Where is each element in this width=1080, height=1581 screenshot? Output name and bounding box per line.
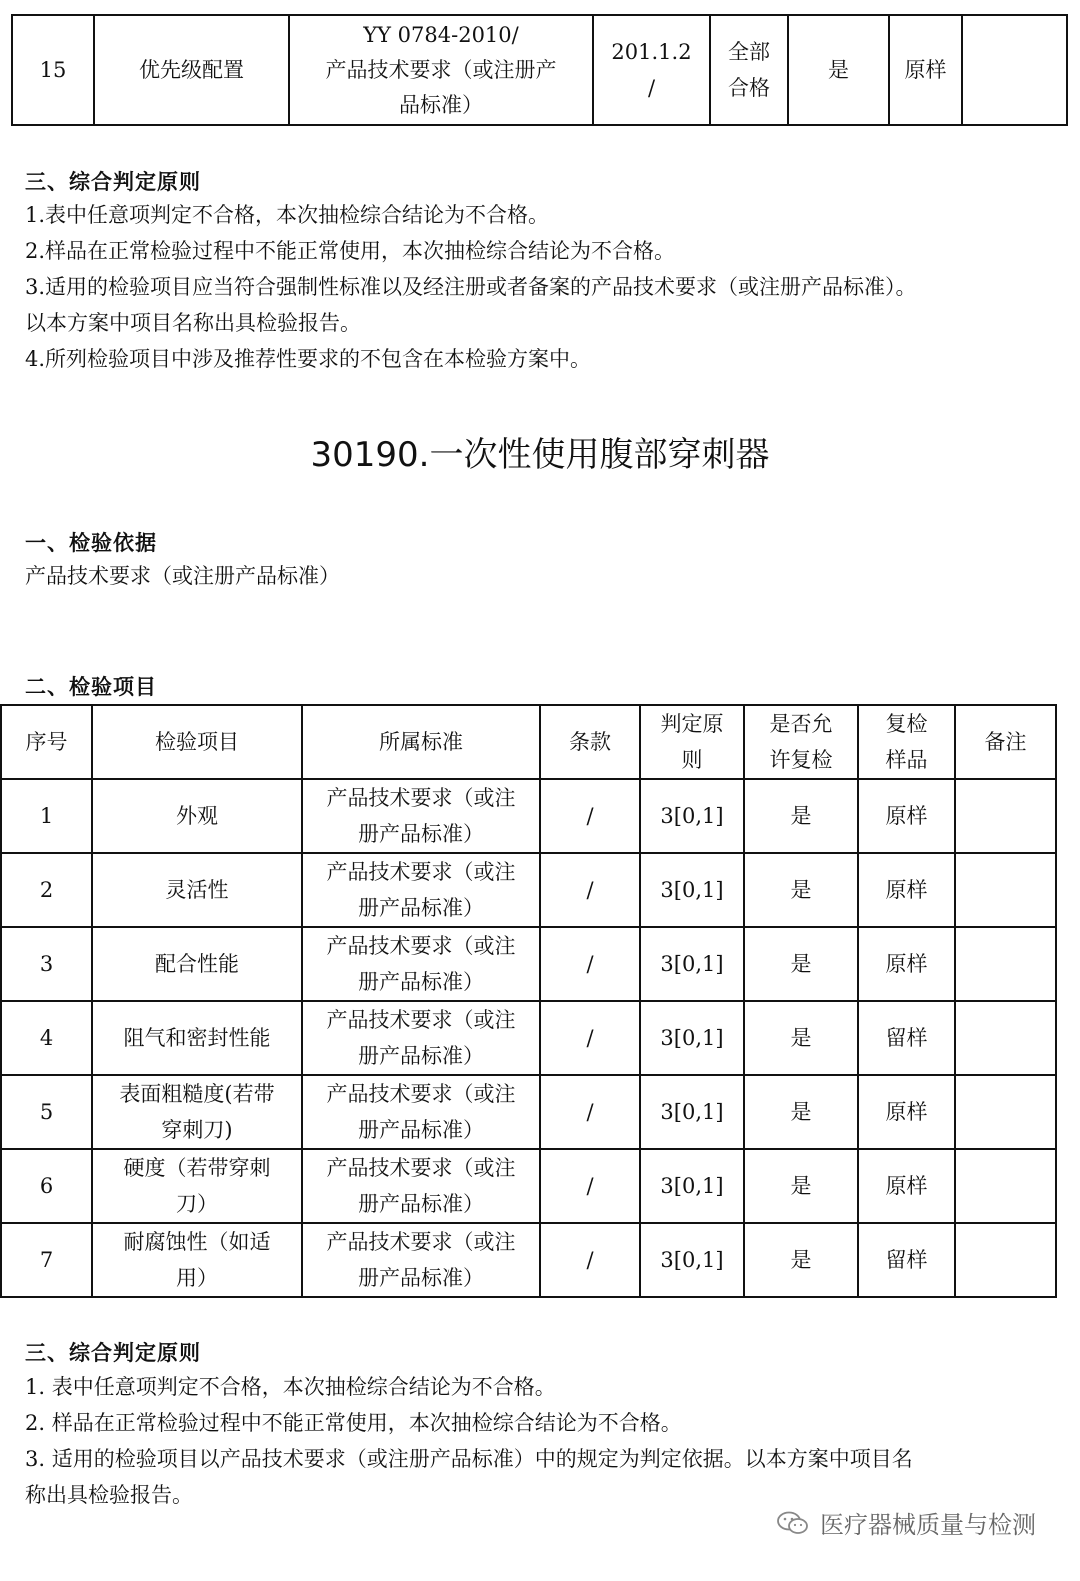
cell-sample: 原样 (889, 15, 962, 125)
judgement-a-line-3: 3.适用的检验项目应当符合强制性标准以及经注册或者备案的产品技术要求（或注册产品标准）。 (25, 275, 917, 299)
cell-item: 阻气和密封性能 (92, 1001, 302, 1075)
cell-standard: 产品技术要求（或注 册产品标准） (302, 1223, 540, 1297)
header-recheck: 是否允 许复检 (744, 705, 858, 779)
judgement-b-line-1: 1. 表中任意项判定不合格，本次抽检综合结论为不合格。 (25, 1375, 556, 1399)
cell-item: 耐腐蚀性（如适 用） (92, 1223, 302, 1297)
cell-remark (955, 1001, 1056, 1075)
header-sample: 复检 样品 (858, 705, 955, 779)
cell-remark (962, 15, 1067, 125)
table-row (1, 1223, 1056, 1297)
cell-sample: 原样 (858, 779, 955, 853)
cell-standard: 产品技术要求（或注 册产品标准） (302, 853, 540, 927)
table-row (1, 1075, 1056, 1149)
cell-recheck: 是 (744, 927, 858, 1001)
cell-item: 灵活性 (92, 853, 302, 927)
cell-remark (955, 1149, 1056, 1223)
section-heading-judgement-b: 三、综合判定原则 (25, 1341, 201, 1365)
cell-recheck: 是 (744, 1223, 858, 1297)
cell-judgement: 3[0,1] (640, 927, 744, 1001)
cell-sample: 原样 (858, 853, 955, 927)
cell-sample: 留样 (858, 1001, 955, 1075)
section-heading-judgement-a: 三、综合判定原则 (25, 170, 201, 194)
cell-remark (955, 927, 1056, 1001)
cell-judgement: 3[0,1] (640, 853, 744, 927)
page-title: 30190.一次性使用腹部穿刺器 (310, 435, 770, 475)
table-row (1, 779, 1056, 853)
watermark-text: 医疗器械质量与检测 (820, 1511, 1036, 1539)
judgement-b-line-4: 称出具检验报告。 (25, 1483, 193, 1507)
previous-item-table (11, 14, 1068, 126)
cell-judgement: 3[0,1] (640, 1001, 744, 1075)
cell-seq: 15 (12, 15, 94, 125)
cell-standard: 产品技术要求（或注 册产品标准） (302, 779, 540, 853)
judgement-a-line-5: 4.所列检验项目中涉及推荐性要求的不包含在本检验方案中。 (25, 347, 592, 371)
cell-seq: 5 (1, 1075, 92, 1149)
cell-sample: 原样 (858, 927, 955, 1001)
table-row (1, 1001, 1056, 1075)
header-remark: 备注 (955, 705, 1056, 779)
cell-item: 硬度（若带穿刺 刀） (92, 1149, 302, 1223)
cell-clause: / (540, 1075, 640, 1149)
cell-clause: / (540, 1149, 640, 1223)
cell-recheck: 是 (744, 779, 858, 853)
cell-sample: 留样 (858, 1223, 955, 1297)
cell-clause: 201.1.2 / (593, 15, 710, 125)
table-row (1, 853, 1056, 927)
cell-sample: 原样 (858, 1149, 955, 1223)
basis-text: 产品技术要求（或注册产品标准） (25, 564, 340, 588)
inspection-items-table (0, 704, 1057, 1298)
cell-judgement: 3[0,1] (640, 779, 744, 853)
cell-recheck: 是 (744, 853, 858, 927)
cell-remark (955, 853, 1056, 927)
cell-clause: / (540, 1223, 640, 1297)
cell-seq: 4 (1, 1001, 92, 1075)
judgement-b-line-3: 3. 适用的检验项目以产品技术要求（或注册产品标准）中的规定为判定依据。以本方案中项目名 (25, 1447, 913, 1471)
cell-seq: 2 (1, 853, 92, 927)
section-heading-items: 二、检验项目 (25, 675, 157, 699)
table-row (1, 1149, 1056, 1223)
cell-judgement: 3[0,1] (640, 1223, 744, 1297)
judgement-a-line-2: 2.样品在正常检验过程中不能正常使用，本次抽检综合结论为不合格。 (25, 239, 676, 263)
judgement-a-line-4: 以本方案中项目名称出具检验报告。 (25, 311, 361, 335)
cell-recheck: 是 (744, 1001, 858, 1075)
cell-seq: 3 (1, 927, 92, 1001)
cell-remark (955, 779, 1056, 853)
header-clause: 条款 (540, 705, 640, 779)
header-judgement: 判定原 则 (640, 705, 744, 779)
table-row (12, 15, 1067, 125)
cell-clause: / (540, 853, 640, 927)
cell-recheck: 是 (788, 15, 889, 125)
cell-seq: 7 (1, 1223, 92, 1297)
section-heading-basis: 一、检验依据 (25, 531, 157, 555)
cell-judgement: 3[0,1] (640, 1075, 744, 1149)
cell-clause: / (540, 779, 640, 853)
cell-item: 优先级配置 (94, 15, 289, 125)
header-seq: 序号 (1, 705, 92, 779)
watermark (776, 1505, 1036, 1540)
table-header-row (1, 705, 1056, 779)
cell-standard: 产品技术要求（或注 册产品标准） (302, 1075, 540, 1149)
table-row (1, 927, 1056, 1001)
cell-item: 配合性能 (92, 927, 302, 1001)
cell-standard: 产品技术要求（或注 册产品标准） (302, 1001, 540, 1075)
cell-recheck: 是 (744, 1075, 858, 1149)
cell-judgement: 3[0,1] (640, 1149, 744, 1223)
cell-seq: 1 (1, 779, 92, 853)
cell-clause: / (540, 927, 640, 1001)
wechat-icon (776, 1511, 810, 1535)
cell-sample: 原样 (858, 1075, 955, 1149)
judgement-a-line-1: 1.表中任意项判定不合格，本次抽检综合结论为不合格。 (25, 203, 550, 227)
cell-remark (955, 1223, 1056, 1297)
judgement-b-line-2: 2. 样品在正常检验过程中不能正常使用，本次抽检综合结论为不合格。 (25, 1411, 682, 1435)
header-standard: 所属标准 (302, 705, 540, 779)
cell-recheck: 是 (744, 1149, 858, 1223)
cell-judgement: 全部 合格 (710, 15, 788, 125)
cell-item: 表面粗糙度(若带 穿刺刀) (92, 1075, 302, 1149)
cell-seq: 6 (1, 1149, 92, 1223)
cell-standard: 产品技术要求（或注 册产品标准） (302, 927, 540, 1001)
cell-standard: YY 0784-2010/ 产品技术要求（或注册产 品标准） (289, 15, 593, 125)
cell-item: 外观 (92, 779, 302, 853)
cell-standard: 产品技术要求（或注 册产品标准） (302, 1149, 540, 1223)
cell-remark (955, 1075, 1056, 1149)
header-item: 检验项目 (92, 705, 302, 779)
cell-clause: / (540, 1001, 640, 1075)
